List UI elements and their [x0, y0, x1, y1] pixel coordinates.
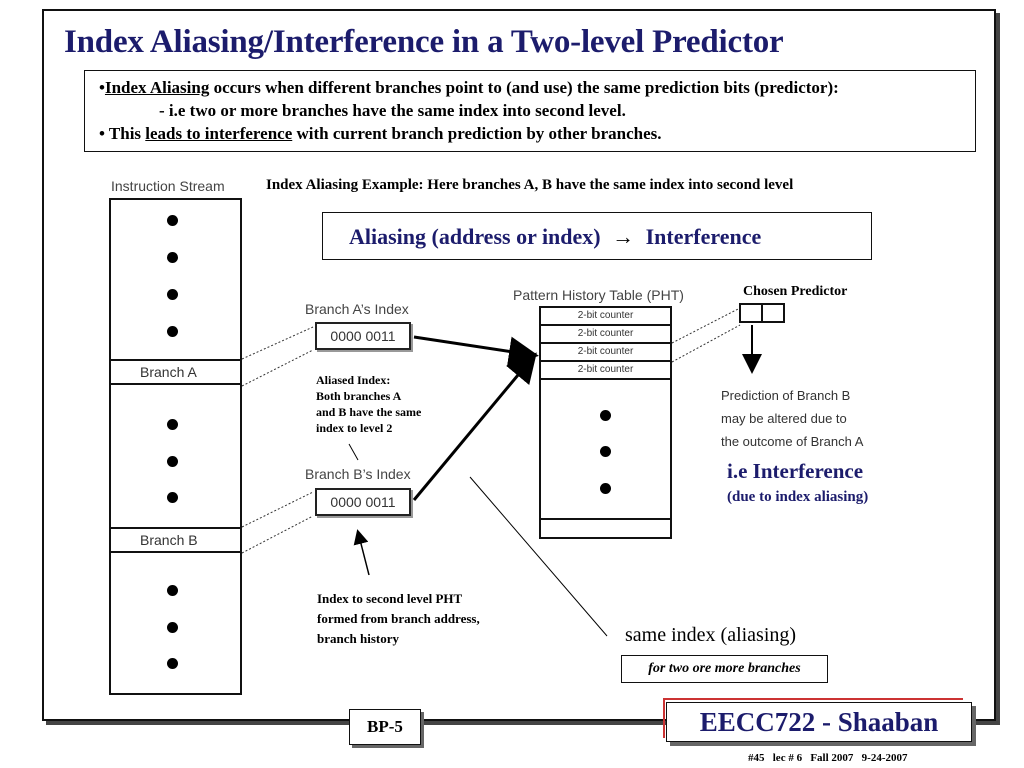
index-note-arrow: [358, 532, 369, 575]
dotted-line-b1: [242, 492, 313, 527]
branch-a-row: Branch A: [111, 359, 240, 385]
aliased-note-line: [349, 444, 358, 460]
instruction-stream: [109, 198, 242, 695]
aliased-note-line-4: index to level 2: [316, 421, 393, 435]
instruction-stream-label: Instruction Stream: [111, 178, 225, 194]
stream-dot: [167, 622, 178, 633]
interference-subtitle: (due to index aliasing): [727, 489, 869, 505]
stream-dot: [167, 289, 178, 300]
index-formation-note: [317, 589, 480, 649]
branch-a-index-box: 0000 0011: [315, 322, 411, 350]
stream-dot: [167, 492, 178, 503]
stream-dot: [167, 585, 178, 596]
chosen-predictor-box: [739, 303, 785, 323]
predictor-divider: [761, 305, 763, 321]
aliased-note-line-3: and B have the same: [316, 405, 422, 419]
prediction-note: [721, 384, 863, 453]
pht-dot: [600, 446, 611, 457]
aliasing-box: [322, 212, 872, 260]
prediction-note-line-3: the outcome of Branch A: [721, 434, 864, 449]
index-note-line-3: branch history: [317, 631, 399, 646]
bullet-2-text: with current branch prediction by other branches.: [292, 124, 662, 143]
slide-footer: #45 lec # 6 Fall 2007 9-24-2007: [748, 752, 908, 764]
aliased-note-line-2: Both branches A: [316, 389, 402, 403]
arrow-a-to-pht: [414, 337, 533, 355]
dotted-line-a2: [242, 350, 313, 386]
slide-title: Index Aliasing/Interference in a Two-level Predictor: [64, 24, 784, 60]
aliasing-label: Aliasing (address or index): [349, 224, 601, 249]
interference-title: i.e Interference: [727, 459, 864, 483]
bullet-1-text: occurs when different branches point to (and use) the same prediction bits (predictor):: [209, 78, 839, 97]
prediction-note-line-1: Prediction of Branch B: [721, 388, 851, 403]
aliased-note-line-1: Aliased Index:: [316, 373, 391, 387]
branch-a-index-label: Branch A’s Index: [305, 301, 409, 317]
bullet-2-marker: • This: [99, 124, 146, 143]
branch-b-index-label: Branch B’s Index: [305, 466, 411, 482]
dotted-line-pht1: [672, 308, 740, 343]
pht-bottom-row: [541, 518, 670, 520]
same-index-label: same index (aliasing): [625, 624, 797, 646]
prediction-note-line-2: may be altered due to: [721, 411, 847, 426]
pht-label: Pattern History Table (PHT): [513, 287, 684, 303]
interference-label: Interference: [645, 224, 762, 249]
pht-counter: 2-bit counter: [541, 362, 670, 380]
index-note-line-2: formed from branch address,: [317, 611, 480, 626]
dotted-line-b2: [242, 516, 313, 553]
arrow-b-to-pht: [414, 357, 533, 500]
example-caption: Index Aliasing Example: Here branches A, B have the same index into second level: [266, 177, 794, 193]
stream-dot: [167, 326, 178, 337]
stream-dot: [167, 658, 178, 669]
accent-line-horizontal: [663, 698, 963, 700]
pht-counter: 2-bit counter: [541, 326, 670, 344]
arrow-right-icon: →: [612, 224, 635, 249]
slide-number: BP-5: [349, 709, 421, 745]
aliased-index-note: [316, 372, 421, 436]
bullet-1-marker: •: [99, 78, 105, 97]
stream-dot: [167, 456, 178, 467]
index-note-line-1: Index to second level PHT: [317, 591, 463, 606]
pht-counter: 2-bit counter: [541, 344, 670, 362]
stream-dot: [167, 215, 178, 226]
stream-dot: [167, 252, 178, 263]
branch-b-row: Branch B: [111, 527, 240, 553]
branch-b-index-box: 0000 0011: [315, 488, 411, 516]
bullet-2-term: leads to interference: [145, 124, 293, 143]
stream-dot: [167, 419, 178, 430]
course-title-box: [666, 702, 972, 742]
pht-dot: [600, 410, 611, 421]
course-title: EECC722 - Shaaban: [699, 707, 939, 737]
bullet-1-sub: - i.e two or more branches have the same index into second level.: [159, 101, 626, 120]
bullet-1-term: Index Aliasing: [104, 78, 210, 97]
pht-dot: [600, 483, 611, 494]
dotted-line-a1: [242, 327, 313, 359]
pht-counter: 2-bit counter: [541, 308, 670, 326]
for-two-branches-box: for two ore more branches: [621, 655, 828, 683]
dotted-line-pht2: [672, 325, 740, 362]
accent-line-vertical: [663, 698, 665, 738]
pattern-history-table: [539, 306, 672, 539]
chosen-predictor-label: Chosen Predictor: [743, 284, 848, 299]
